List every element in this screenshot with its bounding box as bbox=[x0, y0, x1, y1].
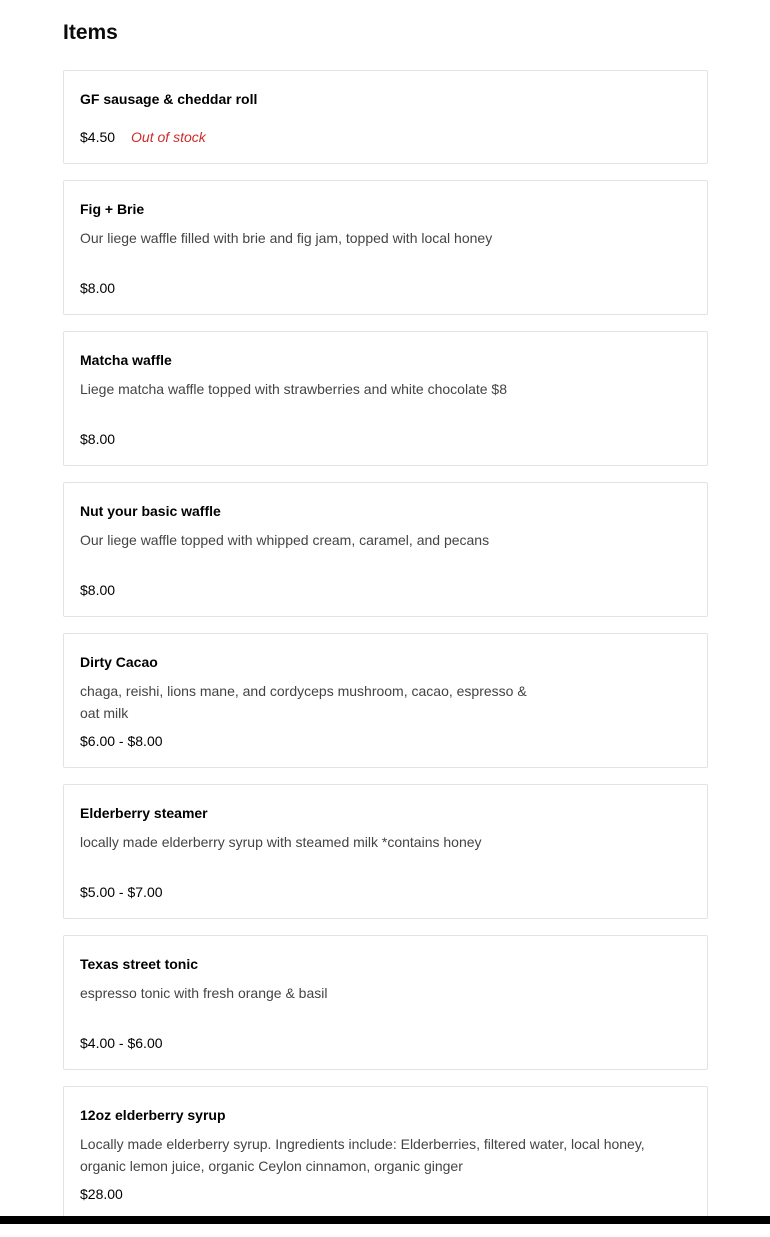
item-card-12oz-elderberry-syrup[interactable] bbox=[63, 1086, 708, 1221]
item-price-row bbox=[80, 883, 691, 901]
item-price: $8.00 bbox=[80, 431, 116, 447]
item-name: Matcha waffle bbox=[80, 352, 172, 368]
section-title: Items bbox=[63, 21, 118, 44]
item-card-dirty-cacao[interactable] bbox=[63, 633, 708, 768]
item-price-row bbox=[80, 732, 691, 750]
item-description: Our liege waffle filled with brie and fig jam, topped with local honey bbox=[80, 230, 493, 246]
item-price: $28.00 bbox=[80, 1186, 123, 1202]
item-price-row bbox=[80, 430, 691, 448]
item-price-row bbox=[80, 1034, 691, 1052]
bottom-bar bbox=[0, 1216, 770, 1224]
item-price-row bbox=[80, 581, 691, 599]
item-name: Nut your basic waffle bbox=[80, 503, 221, 519]
item-price-row bbox=[80, 1185, 691, 1203]
item-name: Texas street tonic bbox=[80, 956, 199, 972]
item-card-nut-your-basic-waffle[interactable] bbox=[63, 482, 708, 617]
item-price-row bbox=[80, 128, 691, 146]
item-price: $8.00 bbox=[80, 280, 116, 296]
item-name: 12oz elderberry syrup bbox=[80, 1107, 226, 1123]
item-description: chaga, reishi, lions mane, and cordyceps mushroom, cacao, espresso & oat milk bbox=[80, 683, 527, 721]
item-price: $5.00 - $7.00 bbox=[80, 884, 163, 900]
item-description: Liege matcha waffle topped with strawberries and white chocolate $8 bbox=[80, 381, 507, 397]
item-card-matcha-waffle[interactable] bbox=[63, 331, 708, 466]
item-name: Fig + Brie bbox=[80, 201, 145, 217]
item-name: Elderberry steamer bbox=[80, 805, 208, 821]
item-description: Locally made elderberry syrup. Ingredients include: Elderberries, filtered water, local honey, organic lemon juice, organic Ceylon cinnamon, organic ginger bbox=[80, 1136, 645, 1174]
item-card-fig-brie[interactable] bbox=[63, 180, 708, 315]
item-price-row bbox=[80, 279, 691, 297]
item-price: $4.00 - $6.00 bbox=[80, 1035, 163, 1051]
item-card-gf-sausage-cheddar-roll[interactable] bbox=[63, 70, 708, 164]
items-page bbox=[63, 0, 708, 1237]
item-name: Dirty Cacao bbox=[80, 654, 158, 670]
item-card-texas-street-tonic[interactable] bbox=[63, 935, 708, 1070]
item-list bbox=[63, 70, 708, 1221]
item-name: GF sausage & cheddar roll bbox=[80, 91, 258, 107]
item-description: locally made elderberry syrup with steamed milk *contains honey bbox=[80, 834, 482, 850]
item-description: espresso tonic with fresh orange & basil bbox=[80, 985, 328, 1001]
item-price: $4.50 bbox=[80, 129, 116, 145]
item-card-elderberry-steamer[interactable] bbox=[63, 784, 708, 919]
out-of-stock-label: Out of stock bbox=[131, 129, 206, 145]
item-price: $6.00 - $8.00 bbox=[80, 733, 163, 749]
item-price: $8.00 bbox=[80, 582, 116, 598]
item-description: Our liege waffle topped with whipped cream, caramel, and pecans bbox=[80, 532, 490, 548]
